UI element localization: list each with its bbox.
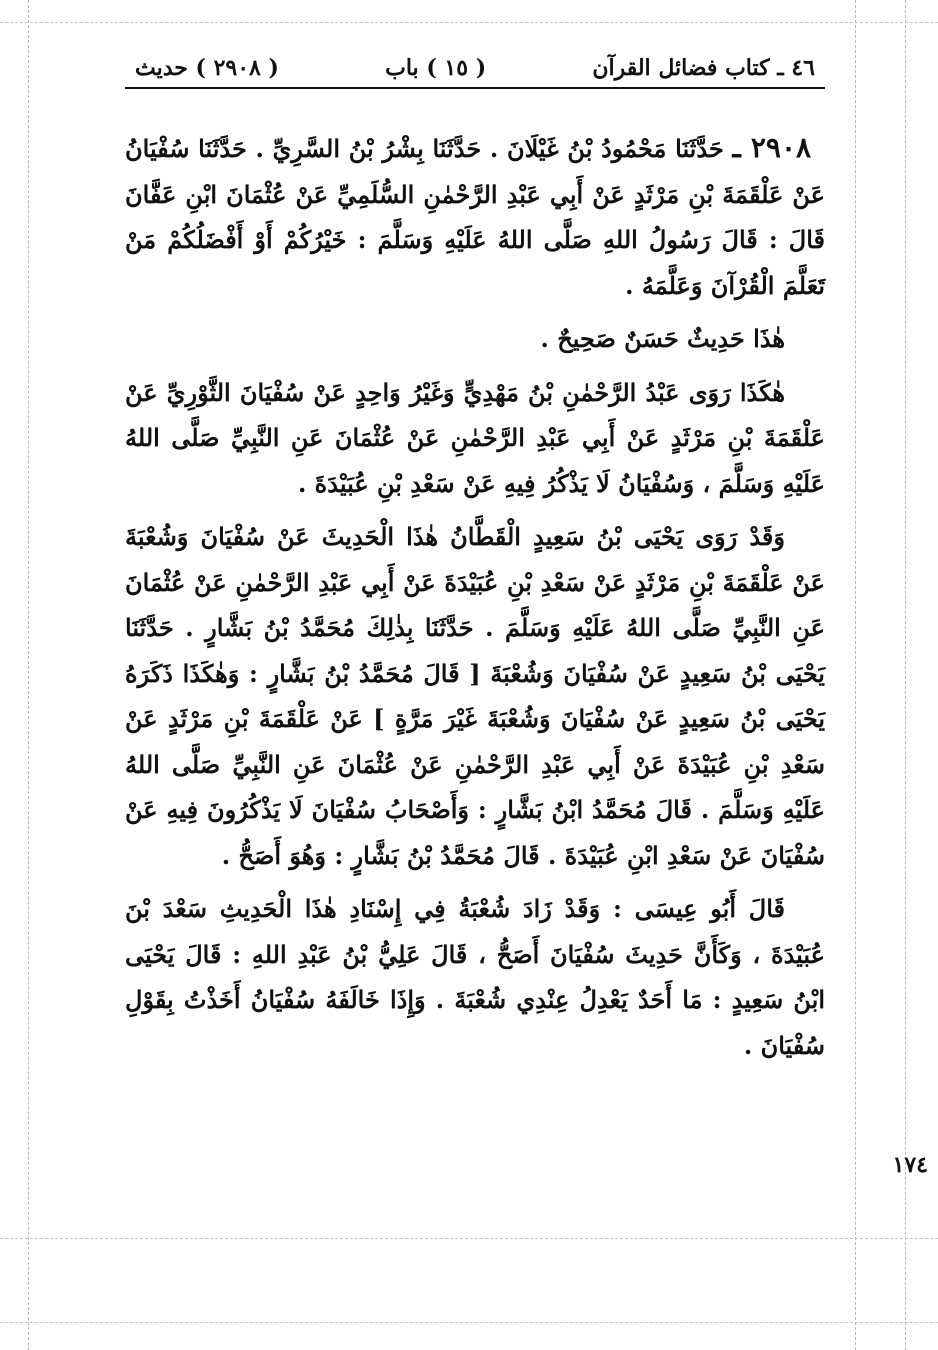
scan-guide-bottom-inner <box>0 1238 938 1239</box>
header-hadith: ( ٢٩٠٨ ) حديث <box>135 55 279 81</box>
paragraph-hadith <box>125 125 825 308</box>
hadith-number: ٢٩٠٨ ـ <box>732 131 812 164</box>
paragraph-grading: هٰذَا حَدِيثٌ حَسَنٌ صَحِيحٌ . <box>540 324 785 353</box>
scan-guide-right-outer <box>905 0 906 1350</box>
header-chapter: ٤٦ ـ كتاب فضائل القرآن <box>592 55 815 81</box>
book-page <box>125 55 825 1076</box>
scan-guide-top <box>0 22 938 23</box>
page-number: ١٧٤ <box>892 1152 928 1178</box>
scan-guide-left <box>28 0 29 1350</box>
paragraph-abu-isa: قَالَ أَبُو عِيسَى : وَقَدْ زَادَ شُعْبَةُ فِي إِسْنَادِ هٰذَا الْحَدِيثِ سَعْدَ بْنَ عُبَيْدَةَ ، وَكَأَنَّ حَدِيثَ سُفْيَانَ أَصَحُّ ، قَالَ عَلِيُّ بْنُ عَبْدِ اللهِ : قَالَ يَحْيَى ابْنُ سَعِيدٍ : مَا أَحَدٌ يَعْدِلُ عِنْدِي شُعْبَةَ . وَإِذَا خَالَفَهُ سُفْيَانُ أَخَذْتُ بِقَوْلِ سُفْيَانَ . <box>125 894 825 1060</box>
page-body <box>125 125 825 1068</box>
paragraph-text: حَدَّثَنَا مَحْمُودُ بْنُ غَيْلَانَ . حَدَّثَنَا بِشْرُ بْنُ السَّرِيِّ . حَدَّثَنَا سُفْيَانُ عَنْ عَلْقَمَةَ بْنِ مَرْثَدٍ عَنْ أَبِي عَبْدِ الرَّحْمٰنِ السُّلَمِيِّ عَنْ عُثْمَانَ ابْنِ عَفَّانَ قَالَ : قَالَ رَسُولُ اللهِ صَلَّى اللهُ عَلَيْهِ وَسَلَّمَ : خَيْرُكُمْ أَوْ أَفْضَلُكُمْ مَنْ تَعَلَّمَ الْقُرْآنَ وَعَلَّمَهُ . <box>125 134 825 300</box>
scan-guide-bottom-outer <box>0 1322 938 1323</box>
running-header <box>125 55 825 89</box>
scan-guide-right-inner <box>855 0 856 1350</box>
header-bab: ( ١٥ ) باب <box>385 55 487 81</box>
paragraph-narration: هٰكَذَا رَوَى عَبْدُ الرَّحْمٰنِ بْنُ مَهْدِيٍّ وَغَيْرُ وَاحِدٍ عَنْ سُفْيَانَ الثَّوْرِيِّ عَنْ عَلْقَمَةَ بْنِ مَرْثَدٍ عَنْ أَبِي عَبْدِ الرَّحْمٰنِ عَنْ عُثْمَانَ عَنِ النَّبِيِّ صَلَّى اللهُ عَلَيْهِ وَسَلَّمَ ، وَسُفْيَانُ لَا يَذْكُرُ فِيهِ عَنْ سَعْدِ بْنِ عُبَيْدَةَ . <box>125 377 825 498</box>
paragraph-qattan: وَقَدْ رَوَى يَحْيَى بْنُ سَعِيدٍ الْقَطَّانُ هٰذَا الْحَدِيثَ عَنْ سُفْيَانَ وَشُعْبَةَ عَنْ عَلْقَمَةَ بْنِ مَرْثَدٍ عَنْ سَعْدِ بْنِ عُبَيْدَةَ عَنْ أَبِي عَبْدِ الرَّحْمٰنِ عَنْ عُثْمَانَ عَنِ النَّبِيِّ صَلَّى اللهُ عَلَيْهِ وَسَلَّمَ . حَدَّثَنَا بِذٰلِكَ مُحَمَّدُ بْنُ بَشَّارٍ . حَدَّثَنَا يَحْيَى بْنُ سَعِيدٍ عَنْ سُفْيَانَ وَشُعْبَةَ [ قَالَ مُحَمَّدُ بْنُ بَشَّارٍ : وَهٰكَذَا ذَكَرَهُ يَحْيَى بْنُ سَعِيدٍ عَنْ سُفْيَانَ وَشُعْبَةَ غَيْرَ مَرَّةٍ ] عَنْ عَلْقَمَةَ بْنِ مَرْثَدٍ عَنْ سَعْدِ بْنِ عُبَيْدَةَ عَنْ أَبِي عَبْدِ الرَّحْمٰنِ عَنْ عُثْمَانَ عَنِ النَّبِيِّ صَلَّى اللهُ عَلَيْهِ وَسَلَّمَ . قَالَ مُحَمَّدُ ابْنُ بَشَّارٍ : وَأَصْحَابُ سُفْيَانَ لَا يَذْكُرُونَ فِيهِ عَنْ سُفْيَانَ عَنْ سَعْدِ ابْنِ عُبَيْدَةَ . قَالَ مُحَمَّدُ بْنُ بَشَّارٍ : وَهُوَ أَصَحُّ . <box>125 522 825 870</box>
